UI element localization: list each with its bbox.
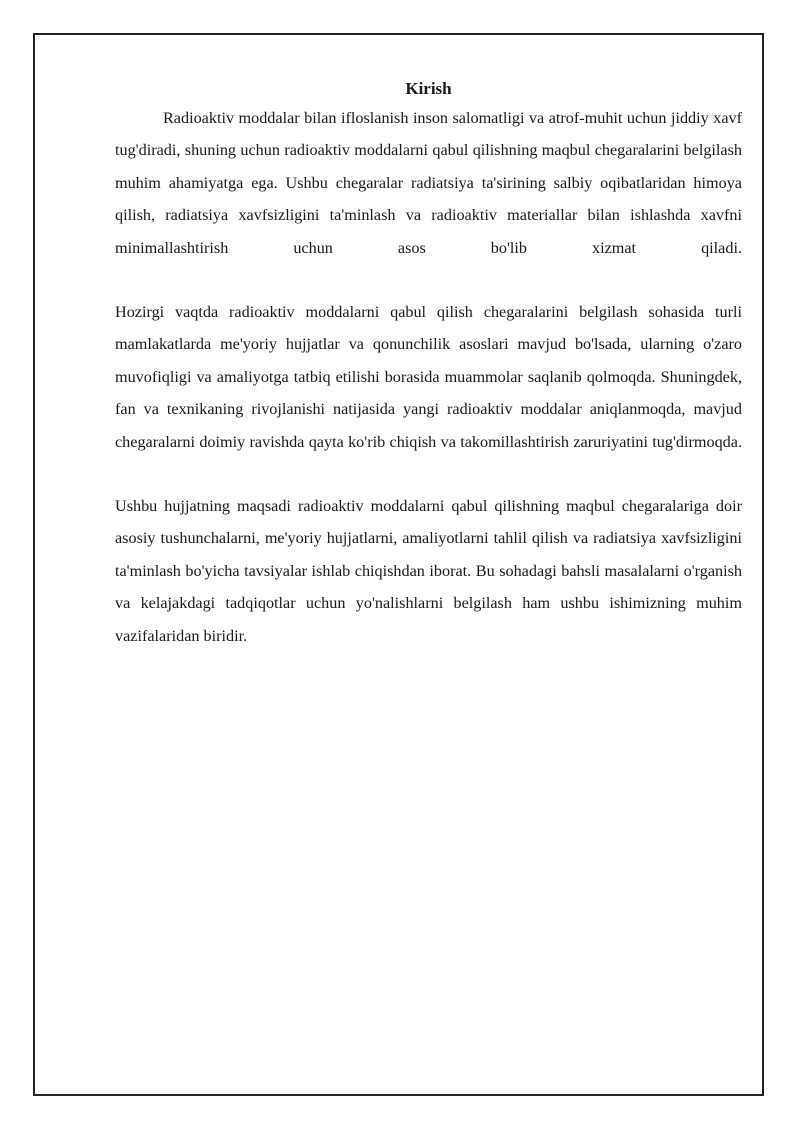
- paragraph-gap: [115, 458, 742, 490]
- paragraph-1: Radioaktiv moddalar bilan ifloslanish inson salomatligi va atrof-muhit uchun jiddiy xavf tug'diradi, shuning uchun radioaktiv moddalarni qabul qilishning maqbul chegaralarini belgilash muhim ahamiyatga ega. Ushbu chegaralar radiatsiya ta'sirining salbiy oqibatlaridan himoya qilish, radiatsiya xavfsizligini ta'minlash va radioaktiv materiallar bilan ishlashda xavfni minimallashtirish uchun asos bo'lib xizmat qiladi.: [115, 109, 742, 257]
- paragraph-3: Ushbu hujjatning maqsadi radioaktiv moddalarni qabul qilishning maqbul chegaralariga doir asosiy tushunchalarni, me'yoriy hujjatlarni, amaliyotlarni tahlil qilish va radiatsiya xavfsizligini ta'minlash bo'yicha tavsiyalar ishlab chiqishdan iborat. Bu sohadagi bahsli masalalarni o'rganish va kelajakdagi tadqiqotlar uchun yo'nalishlarni belgilash ham ushbu ishimizning muhim vazifalaridan biridir.: [115, 497, 742, 645]
- document-title: Kirish: [405, 79, 452, 98]
- document-body: [115, 76, 742, 652]
- paragraph-gap: [115, 264, 742, 296]
- paragraph-2: Hozirgi vaqtda radioaktiv moddalarni qabul qilish chegaralarini belgilash sohasida turli mamlakatlarda me'yoriy hujjatlar va qonunchilik asoslari mavjud bo'lsada, ularning o'zaro muvofiqligi va amaliyotga tatbiq etilishi borasida muammolar saqlanib qolmoqda. Shuningdek, fan va texnikaning rivojlanishi natijasida yangi radioaktiv moddalar aniqlanmoqda, mavjud chegaralarni doimiy ravishda qayta ko'rib chiqish va takomillashtirish zaruriyatini tug'dirmoqda.: [115, 303, 742, 451]
